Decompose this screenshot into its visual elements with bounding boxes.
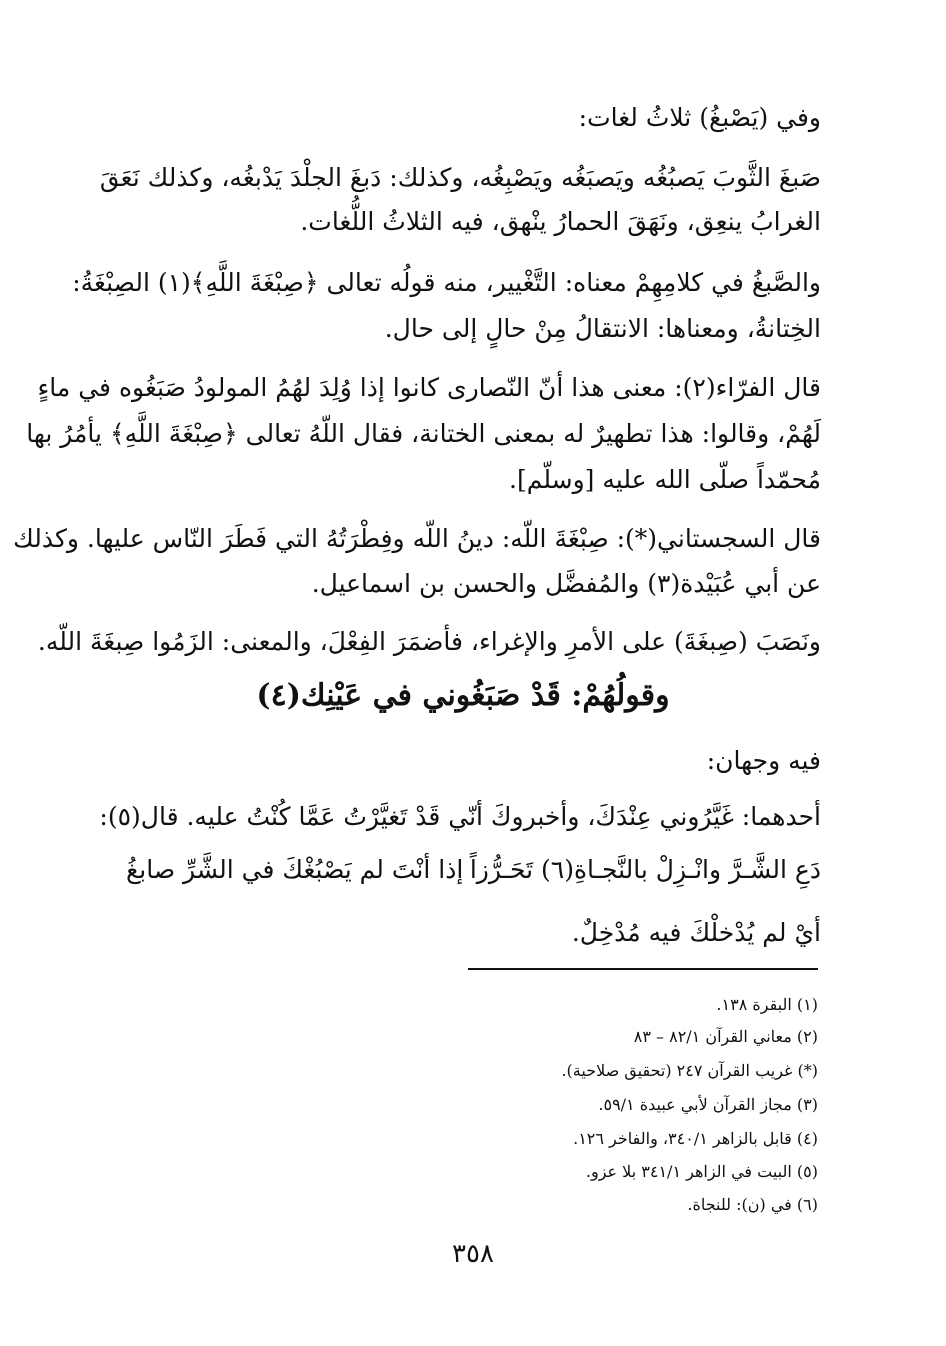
text-line: الغرابُ ينعِق، ونَهَقَ الحمارُ ينْهق، فيه الثلاثُ اللُّغات. <box>300 207 821 236</box>
text-line: ونَصَبَ (صِبغَةَ) على الأمرِ والإغراء، فأضمَرَ الفِعْلَ، والمعنى: الزَمُوا صِبغَةَ اللّه. <box>37 627 821 656</box>
footnote: (١) البقرة ١٣٨. <box>716 995 818 1014</box>
footnote: (*) غريب القرآن ٢٤٧ (تحقيق صلاحية). <box>561 1061 818 1080</box>
text-line: أحدهما: غَيَّرُوني عِنْدَكَ، وأخبروكَ أنّي قَدْ تَغيَّرْتُ عَمَّا كُنْتُ عليه. قال(٥): <box>99 802 821 831</box>
footnote: (٦) في (ن): للنجاة. <box>687 1195 818 1214</box>
verse-first-hemistich: دَعِ الشَّـرَّ وانْـزِلْ بالنَّجـاةِ(٦) تَحَـرُّزاً <box>469 855 821 884</box>
text-line: والصَّبغُ في كلامِهِمْ معناه: التَّغْيير، منه قولُه تعالى ﴿صِبْغَةَ اللَّهِ﴾(١) الصِبْغَةُ: <box>72 268 821 297</box>
page-number: ٣٥٨ <box>452 1239 494 1269</box>
footnote: (٣) مجاز القرآن لأبي عبيدة ٥٩/١. <box>598 1095 818 1114</box>
footnote: (٥) البيت في الزاهر ٣٤١/١ بلا عزو. <box>585 1162 818 1181</box>
footnote-divider <box>468 968 818 970</box>
text-line: صَبغَ الثَّوبَ يَصبُغُه ويَصبَغُه ويَصْبِغُه، وكذلك: دَبغَ الجلْدَ يَدْبغُه، وكذلك نَعَقَ <box>99 163 821 192</box>
text-line: قال الفرّاء(٢): معنى هذا أنّ النّصارى كانوا إذا وُلِدَ لهُمُ المولودُ صَبَغُوه في ماءٍ <box>37 373 821 402</box>
text-line: عن أبي عُبَيْدة(٣) والمُفضَّل والحسن بن اسماعيل. <box>311 569 821 598</box>
footnote: (٢) معاني القرآن ٨٢/١ – ٨٣ <box>633 1027 818 1046</box>
text-line: الخِتانةُ، ومعناها: الانتقالُ مِنْ حالٍ إلى حال. <box>384 314 821 343</box>
text-line: قال السجستاني(*): صِبْغَةَ اللّه: دينُ اللّه وفِطْرَتُهُ التي فَطَرَ النّاس عليها. وكذلك <box>13 524 821 553</box>
section-heading: وقولُهُمْ: قَدْ صَبَغُوني في عَيْنِك(٤) <box>256 678 670 713</box>
text-line: وفي (يَصْبغُ) ثلاثُ لغات: <box>578 103 821 132</box>
text-line: أيْ لم يُدْخلْكَ فيه مُدْخِلٌ. <box>571 918 821 947</box>
text-line: فيه وجهان: <box>706 746 821 775</box>
verse-second-hemistich: إذا أنْتَ لم يَصْبُغْكَ في الشَّرِّ صابغُ <box>126 855 464 884</box>
text-line: مُحمّداً صلّى الله عليه [وسلّم]. <box>509 465 821 494</box>
text-line: لَهُمْ، وقالوا: هذا تطهيرٌ له بمعنى الختانة، فقال اللّهُ تعالى ﴿صِبْغَةَ اللَّهِ﴾ يأمُرُ بها <box>26 419 821 448</box>
footnote: (٤) قابل بالزاهر ٣٤٠/١، والفاخر ١٢٦. <box>573 1129 818 1148</box>
